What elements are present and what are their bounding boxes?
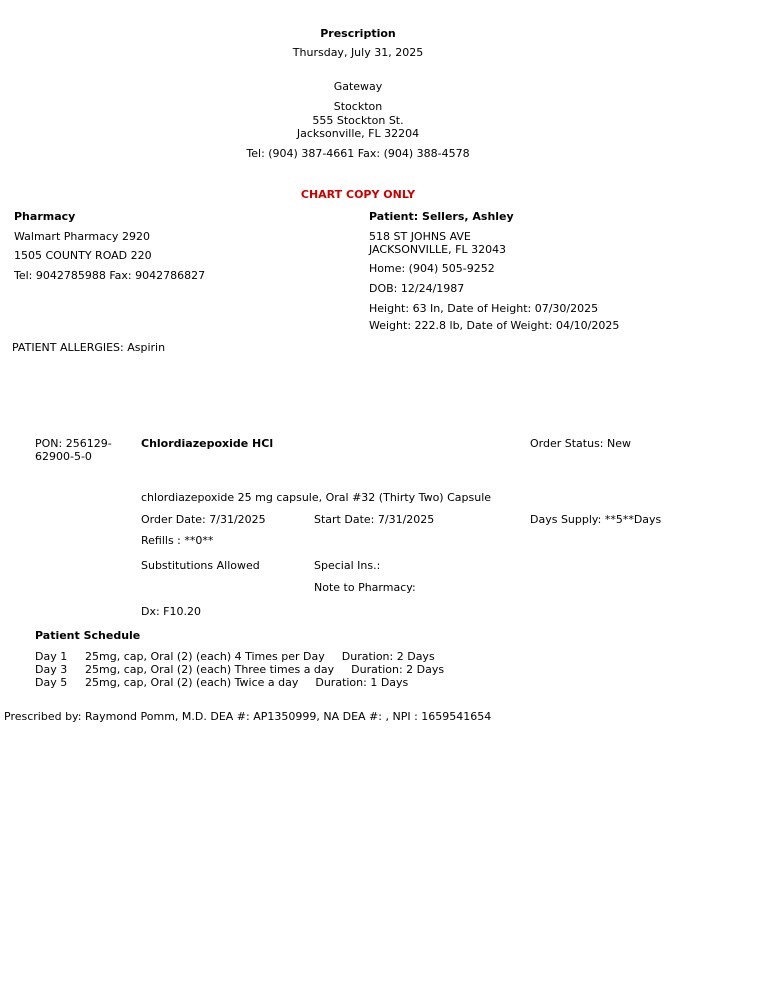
patient-name: Sellers, Ashley	[422, 210, 514, 223]
pharmacy-address: 1505 COUNTY ROAD 220	[14, 249, 152, 262]
schedule-row	[35, 663, 444, 676]
document-title: Prescription	[320, 27, 396, 40]
schedule-day: Day 5	[35, 676, 68, 689]
schedule-dose: 25mg, cap, Oral (2) (each) 4 Times per Day	[85, 650, 325, 663]
schedule-row	[35, 676, 408, 689]
patient-height: Height: 63 In, Date of Height: 07/30/2025	[369, 302, 599, 315]
patient-address-line1: 518 ST JOHNS AVE	[369, 230, 471, 243]
order-status: Order Status: New	[530, 437, 632, 450]
pharmacy-heading: Pharmacy	[14, 210, 76, 223]
special-instructions: Special Ins.:	[314, 559, 381, 572]
patient-weight: Weight: 222.8 lb, Date of Weight: 04/10/2025	[369, 319, 620, 332]
chart-copy-notice: CHART COPY ONLY	[300, 188, 416, 201]
pharmacy-phone-fax: Tel: 9042785988 Fax: 9042786827	[14, 269, 206, 282]
schedule-row	[35, 650, 435, 663]
facility-location: Stockton	[333, 100, 383, 113]
pon-line1: PON: 256129-	[35, 437, 112, 450]
pon-line2: 62900-5-0	[35, 450, 92, 463]
facility-city: Jacksonville, FL 32204	[296, 127, 420, 140]
drug-description: chlordiazepoxide 25 mg capsule, Oral #32 (Thirty Two) Capsule	[141, 491, 492, 504]
patient-allergies: PATIENT ALLERGIES: Aspirin	[12, 341, 166, 354]
order-date: Order Date: 7/31/2025	[141, 513, 266, 526]
drug-name: Chlordiazepoxide HCl	[141, 437, 274, 450]
schedule-heading: Patient Schedule	[35, 629, 141, 642]
schedule-dose: 25mg, cap, Oral (2) (each) Three times a day	[85, 663, 335, 676]
days-supply: Days Supply: **5**Days	[530, 513, 662, 526]
facility-phone-fax: Tel: (904) 387-4661 Fax: (904) 388-4578	[246, 147, 470, 160]
schedule-duration: Duration: 2 Days	[341, 650, 435, 663]
schedule-dose: 25mg, cap, Oral (2) (each) Twice a day	[85, 676, 299, 689]
document-date: Thursday, July 31, 2025	[292, 46, 424, 59]
schedule-day: Day 1	[35, 650, 68, 663]
diagnosis: Dx: F10.20	[141, 605, 202, 618]
patient-address-line2: JACKSONVILLE, FL 32043	[369, 243, 507, 256]
facility-name: Gateway	[333, 80, 383, 93]
schedule-duration: Duration: 1 Days	[315, 676, 409, 689]
prescriber-line: Prescribed by: Raymond Pomm, M.D. DEA #: AP1350999, NA DEA #: , NPI : 1659541654	[4, 710, 492, 723]
substitutions: Substitutions Allowed	[141, 559, 260, 572]
patient-heading	[369, 210, 514, 223]
pharmacy-name: Walmart Pharmacy 2920	[14, 230, 150, 243]
schedule-duration: Duration: 2 Days	[351, 663, 445, 676]
facility-street: 555 Stockton St.	[312, 114, 404, 127]
start-date: Start Date: 7/31/2025	[314, 513, 435, 526]
refills: Refills : **0**	[141, 534, 214, 547]
schedule-day: Day 3	[35, 663, 68, 676]
patient-dob: DOB: 12/24/1987	[369, 282, 465, 295]
patient-heading-label: Patient:	[369, 210, 419, 223]
patient-home-phone: Home: (904) 505-9252	[369, 262, 495, 275]
note-to-pharmacy: Note to Pharmacy:	[314, 581, 416, 594]
